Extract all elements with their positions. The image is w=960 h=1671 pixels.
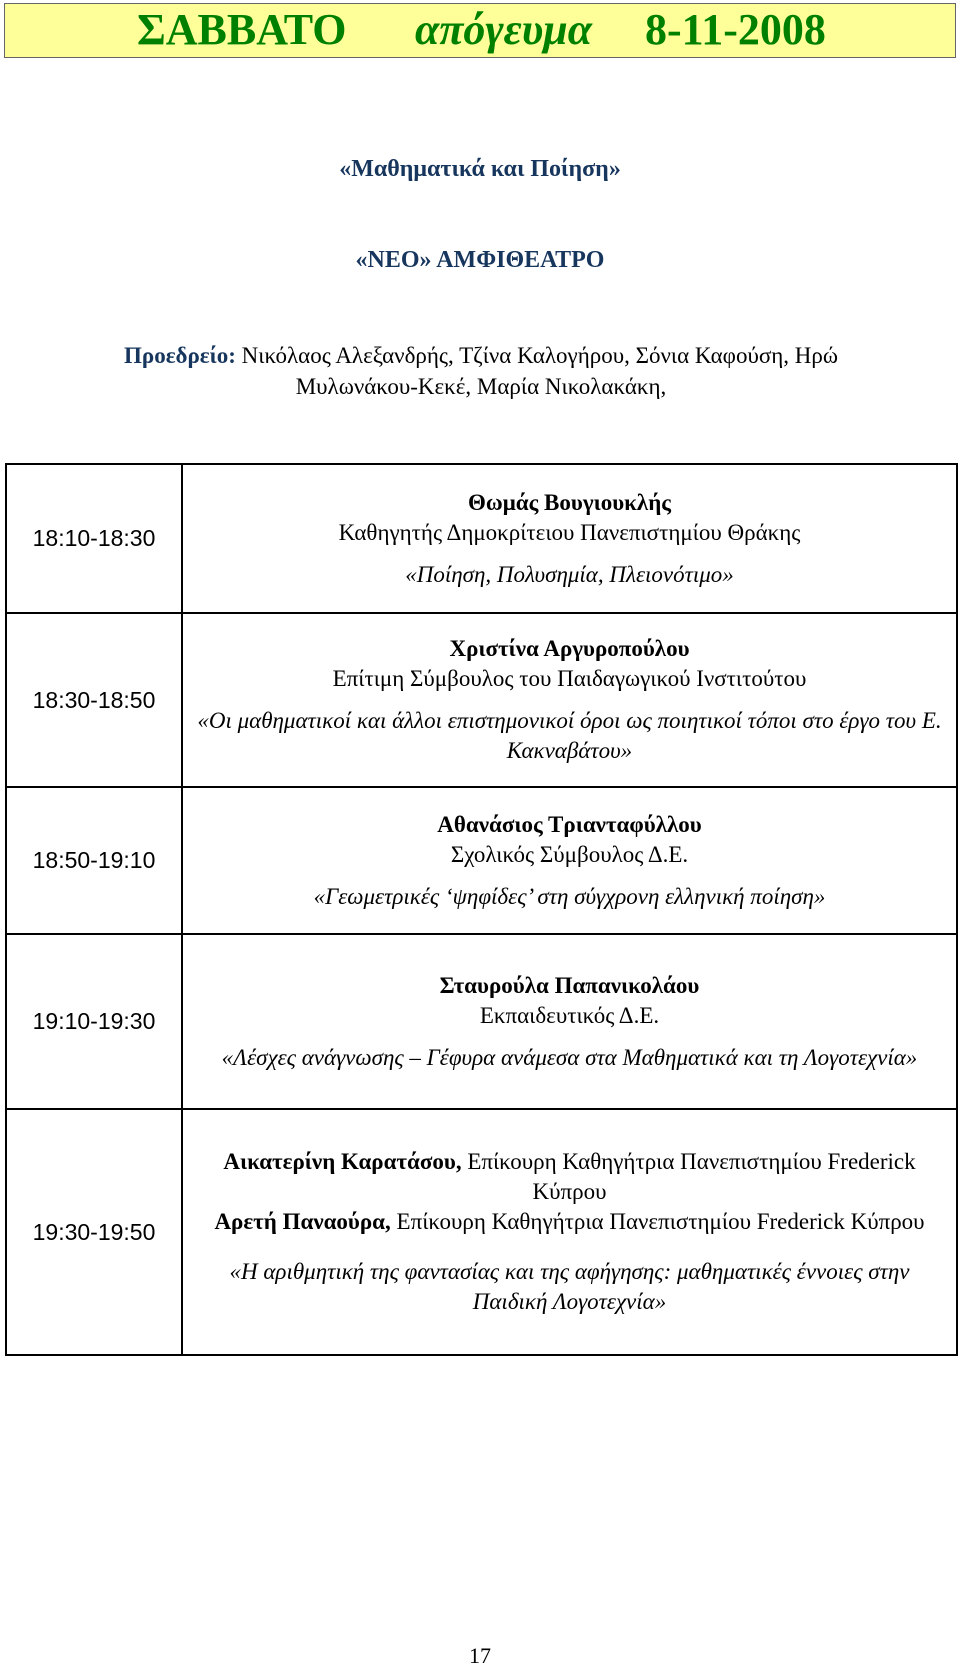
speaker-2 bbox=[197, 1207, 942, 1237]
table-row bbox=[6, 613, 957, 787]
session-time: 19:30-19:50 bbox=[6, 1109, 182, 1355]
speaker-name: Αθανάσιος Τριανταφύλλου bbox=[437, 811, 702, 837]
speaker-1 bbox=[197, 1147, 942, 1207]
speaker-affiliation: Επίκουρη Καθηγήτρια Πανεπιστημίου Frederick Κύπρου bbox=[461, 1149, 916, 1204]
banner-day: ΣΑΒΒΑΤΟ bbox=[137, 5, 347, 54]
banner-part: απόγευμα bbox=[415, 5, 593, 54]
session-time: 18:30-18:50 bbox=[6, 613, 182, 787]
header-banner bbox=[4, 3, 956, 58]
schedule-table bbox=[5, 463, 958, 1356]
speaker-name: Χριστίνα Αργυροπούλου bbox=[449, 636, 690, 661]
speaker-affiliation: Εκπαιδευτικός Δ.Ε. bbox=[479, 1002, 660, 1028]
table-row bbox=[6, 464, 957, 613]
session-time: 19:10-19:30 bbox=[6, 934, 182, 1109]
session-info bbox=[182, 613, 957, 787]
session-info bbox=[182, 787, 957, 934]
table-row bbox=[6, 787, 957, 934]
presidium-label: Προεδρείο: bbox=[124, 343, 236, 368]
session-time: 18:50-19:10 bbox=[6, 787, 182, 934]
venue-title: «ΝΕΟ» ΑΜΦΙΘΕΑΤΡΟ bbox=[355, 247, 605, 273]
speaker-affiliation: Επίτιμη Σύμβουλος του Παιδαγωγικού Ινστιτούτου bbox=[332, 666, 807, 691]
speaker-name: Σταυρούλα Παπανικολάου bbox=[439, 972, 700, 998]
session-info bbox=[182, 1109, 957, 1355]
talk-title: «Γεωμετρικές ‘ψηφίδες’ στη σύγχρονη ελληνική ποίηση» bbox=[313, 883, 826, 909]
presidium bbox=[62, 340, 900, 402]
presidium-line-1: Νικόλαος Αλεξανδρής, Τζίνα Καλογήρου, Σόνια Καφούση, Ηρώ bbox=[235, 343, 838, 368]
session-info bbox=[182, 464, 957, 613]
speaker-affiliation: Επίκουρη Καθηγήτρια Πανεπιστημίου Frederick Κύπρου bbox=[390, 1209, 925, 1234]
table-row bbox=[6, 1109, 957, 1355]
presidium-line-2: Μυλωνάκου-Κεκέ, Μαρία Νικολακάκη, bbox=[295, 374, 667, 399]
speaker-name: Θωμάς Βουγιουκλής bbox=[468, 489, 671, 515]
talk-title: «Η αριθμητική της φαντασίας και της αφήγησης: μαθηματικές έννοιες στην Παιδική Λογοτεχνία» bbox=[229, 1259, 910, 1314]
speaker-affiliation: Σχολικός Σύμβουλος Δ.Ε. bbox=[450, 841, 689, 867]
talk-title: «Οι μαθηματικοί και άλλοι επιστημονικοί όροι ως ποιητικοί τόποι στο έργο του Ε. Κακναβάτου» bbox=[197, 708, 942, 763]
banner-date: 8-11-2008 bbox=[645, 5, 826, 54]
talk-title: «Ποίηση, Πολυσημία, Πλειονότιμο» bbox=[405, 561, 734, 587]
session-info bbox=[182, 934, 957, 1109]
speaker-name: Αρετή Παναούρα, bbox=[214, 1209, 391, 1234]
speaker-name: Αικατερίνη Καρατάσου, bbox=[223, 1149, 462, 1174]
talk-title: «Λέσχες ανάγνωσης – Γέφυρα ανάμεσα στα Μαθηματικά και τη Λογοτεχνία» bbox=[221, 1044, 918, 1070]
session-time: 18:10-18:30 bbox=[6, 464, 182, 613]
session-theme: «Μαθηματικά και Ποίηση» bbox=[339, 156, 621, 182]
speaker-affiliation: Καθηγητής Δημοκρίτειου Πανεπιστημίου Θράκης bbox=[338, 519, 801, 545]
page-number: 17 bbox=[469, 1643, 491, 1668]
table-row bbox=[6, 934, 957, 1109]
